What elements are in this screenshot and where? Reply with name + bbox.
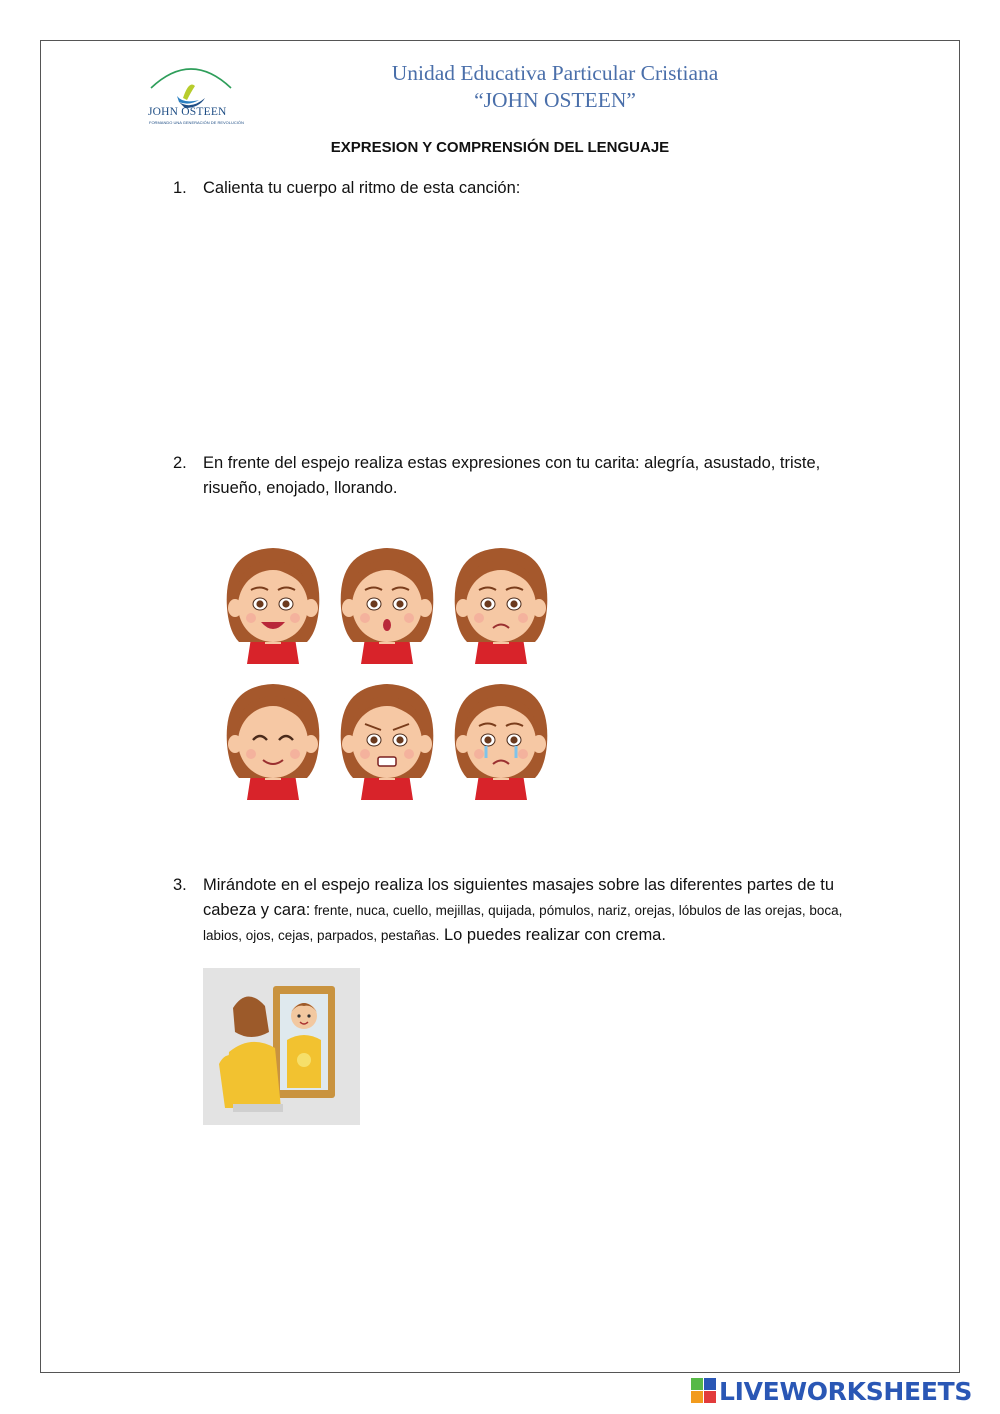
instruction-text: En frente del espejo realiza estas expresiones con tu carita: alegría, asustado, triste, risueño, enojado, llorando. (203, 454, 821, 497)
face-angry (341, 684, 434, 800)
face-crying (455, 684, 548, 800)
school-name-line2: “JOHN OSTEEN” (474, 88, 636, 112)
instruction-number: 2. (173, 454, 187, 472)
liveworksheets-logo-icon (691, 1378, 717, 1404)
child-mirror-illustration (203, 968, 360, 1125)
logo-tagline: FORMANDO UNA GENERACIÓN DE REVOLUCIÓN (149, 120, 244, 125)
document-title: EXPRESION Y COMPRENSIÓN DEL LENGUAJE (330, 139, 670, 156)
instruction-number: 3. (173, 876, 187, 894)
school-name-line1: Unidad Educativa Particular Cristiana (391, 61, 719, 85)
brand-name: LIVEWORKSHEETS (719, 1376, 973, 1406)
face-laughing (227, 684, 320, 800)
school-name (250, 60, 860, 114)
instruction-end-text: Lo puedes realizar con crema. (439, 926, 666, 944)
instruction-text: Calienta tu cuerpo al ritmo de esta canción: (203, 179, 521, 197)
face-happy (227, 548, 320, 664)
instruction-text (203, 873, 863, 948)
instruction-body-parts-list: frente, nuca, cuello, mejillas, quijada, pómulos, nariz, orejas, lóbulos de las orejas, boca, labios, ojos, cejas, parpados, pestañas. (203, 903, 843, 943)
instruction-main-text: Mirándote en el espejo realiza los siguientes masajes sobre las diferentes partes de tu cabeza y cara: (203, 876, 835, 919)
logo-label: JOHN OSTEEN (148, 106, 227, 118)
face-surprised (341, 548, 434, 664)
face-sad (455, 548, 548, 664)
facial-expressions-illustration (218, 540, 558, 810)
liveworksheets-brand (691, 1375, 972, 1407)
instruction-number: 1. (173, 179, 187, 197)
